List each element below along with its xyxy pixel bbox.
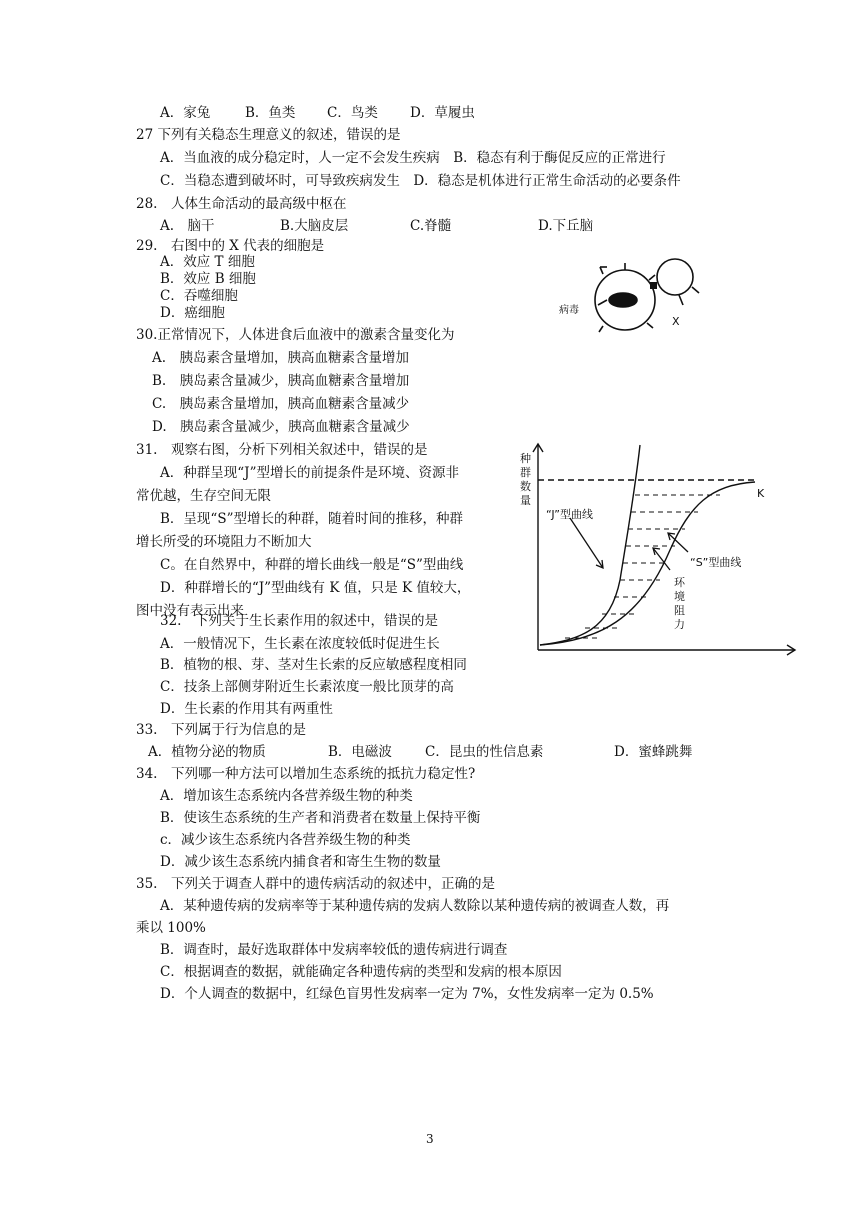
q28-option-a: A. 脑干: [160, 218, 215, 234]
q26-option-d: D．草履虫: [410, 105, 475, 121]
q29-stem: 29. 右图中的 X 代表的细胞是: [136, 238, 325, 254]
q31-option-a-line2: 常优越，生存空间无限: [136, 488, 271, 504]
q30-option-b: B. 胰岛素含量减少，胰高血糖素含量增加: [152, 373, 410, 389]
q26-option-a: A．家兔: [160, 105, 211, 121]
q31-stem: 31. 观察右图，分析下列相关叙述中，错误的是: [136, 442, 428, 458]
q28-option-d: D.下丘脑: [538, 218, 594, 234]
q27-options-line2: C．当稳态遭到破坏时，可导致疾病发生 D．稳态是机体进行正常生命活动的必要条件: [160, 173, 681, 189]
q35-option-b: B．调查时，最好选取群体中发病率较低的遗传病进行调查: [160, 942, 508, 958]
q30-option-a: A. 胰岛素含量增加，胰高血糖素含量增加: [152, 350, 410, 366]
q28-option-c: C.脊髓: [410, 218, 452, 234]
q31-option-b-line2: 增长所受的环境阻力不断加大: [136, 534, 312, 550]
q27-stem: 27 下列有关稳态生理意义的叙述，错误的是: [136, 127, 401, 143]
q33-option-c: C．昆虫的性信息素: [425, 744, 544, 760]
q33-stem: 33. 下列属于行为信息的是: [136, 722, 306, 738]
virus-label: 病毒: [559, 305, 579, 316]
q31-option-a-line1: A．种群呈现“J”型增长的前提条件是环境、资源非: [160, 465, 459, 481]
q30-option-c: C. 胰岛素含量增加，胰高血糖素含量减少: [152, 396, 410, 412]
q29-option-c: C．吞噬细胞: [160, 288, 238, 304]
q31-option-b-line1: B．呈现“S”型增长的种群，随着时间的推移，种群: [160, 511, 463, 527]
q35-option-c: C．根据调查的数据，就能确定各种遗传病的类型和发病的根本原因: [160, 964, 562, 980]
q32-option-a: A．一般情况下，生长素在浓度较低时促进生长: [160, 636, 440, 652]
q32-stem: 32. 下列关于生长素作用的叙述中，错误的是: [160, 613, 438, 629]
q26-option-b: B．鱼类: [245, 105, 296, 121]
y-label-1: 种: [520, 452, 531, 465]
q29-option-d: D．癌细胞: [160, 305, 225, 321]
cell-diagram: [555, 255, 730, 335]
q34-option-a: A．增加该生态系统内各营养级生物的种类: [160, 788, 413, 804]
y-label-2: 群: [520, 466, 531, 479]
q34-option-c: c．减少该生态系统内各营养级生物的种类: [160, 832, 411, 848]
q28-option-b: B.大脑皮层: [280, 218, 349, 234]
q33-option-d: D．蜜蜂跳舞: [614, 744, 693, 760]
q27-options-line1: A．当血液的成分稳定时，人一定不会发生疾病 B．稳态有利于酶促反应的正常进行: [160, 150, 666, 166]
q30-option-d: D. 胰岛素含量减少，胰高血糖素含量减少: [152, 419, 410, 435]
y-label-3: 数: [520, 480, 531, 493]
population-growth-diagram: [510, 440, 800, 660]
q35-option-d: D．个人调查的数据中，红绿色盲男性发病率一定为 7%，女性发病率一定为 0.5%: [160, 986, 654, 1002]
x-label: X: [672, 315, 680, 328]
resistance-label-2: 境: [674, 590, 685, 603]
resistance-label-1: 环: [674, 576, 685, 589]
q31-option-c: C。在自然界中，种群的增长曲线一般是“S”型曲线: [160, 557, 464, 573]
q34-option-b: B．使该生态系统的生产者和消费者在数量上保持平衡: [160, 810, 481, 826]
q33-option-a: A．植物分泌的物质: [148, 744, 266, 760]
q34-stem: 34. 下列哪一种方法可以增加生态系统的抵抗力稳定性?: [136, 766, 476, 782]
q32-option-b: B．植物的根、芽、茎对生长索的反应敏感程度相同: [160, 657, 467, 673]
j-curve-label: “J”型曲线: [546, 508, 593, 521]
q34-option-d: D．减少该生态系统内捕食者和寄生生物的数量: [160, 854, 441, 870]
q35-option-a-line1: A．某种遗传病的发病率等于某种遗传病的发病人数除以某种遗传病的被调查人数，再: [160, 898, 670, 914]
x-cell: [657, 259, 693, 295]
q28-stem: 28. 人体生命活动的最高级中枢在: [136, 196, 347, 212]
q32-option-c: C．技条上部侧芽附近生长素浓度一般比顶芽的高: [160, 679, 454, 695]
y-label-4: 量: [520, 494, 531, 507]
q33-option-b: B．电磁波: [328, 744, 392, 760]
q35-option-a-line2: 乘以 100%: [136, 920, 206, 936]
q29-option-a: A．效应 T 细胞: [160, 254, 255, 270]
q31-option-d-line1: D．种群增长的“J”型曲线有 K 值，只是 K 值较大，: [160, 580, 471, 596]
q35-stem: 35. 下列关于调查人群中的遗传病活动的叙述中，正确的是: [136, 876, 495, 892]
q30-stem: 30.正常情况下，人体进食后血液中的激素含量变化为: [136, 327, 455, 343]
resistance-label-4: 力: [674, 618, 685, 631]
q29-option-b: B．效应 B 细胞: [160, 271, 256, 287]
page-number: 3: [426, 1132, 434, 1146]
q31-option-d-line2: 图中没有表示出来: [136, 603, 244, 619]
q32-option-d: D．生长素的作用其有两重性: [160, 701, 333, 717]
virus-body: [609, 293, 637, 307]
q26-option-c: C．鸟类: [327, 105, 378, 121]
k-label: K: [757, 487, 765, 500]
resistance-label-3: 阻: [674, 604, 685, 617]
s-curve-label: “S”型曲线: [690, 556, 742, 569]
